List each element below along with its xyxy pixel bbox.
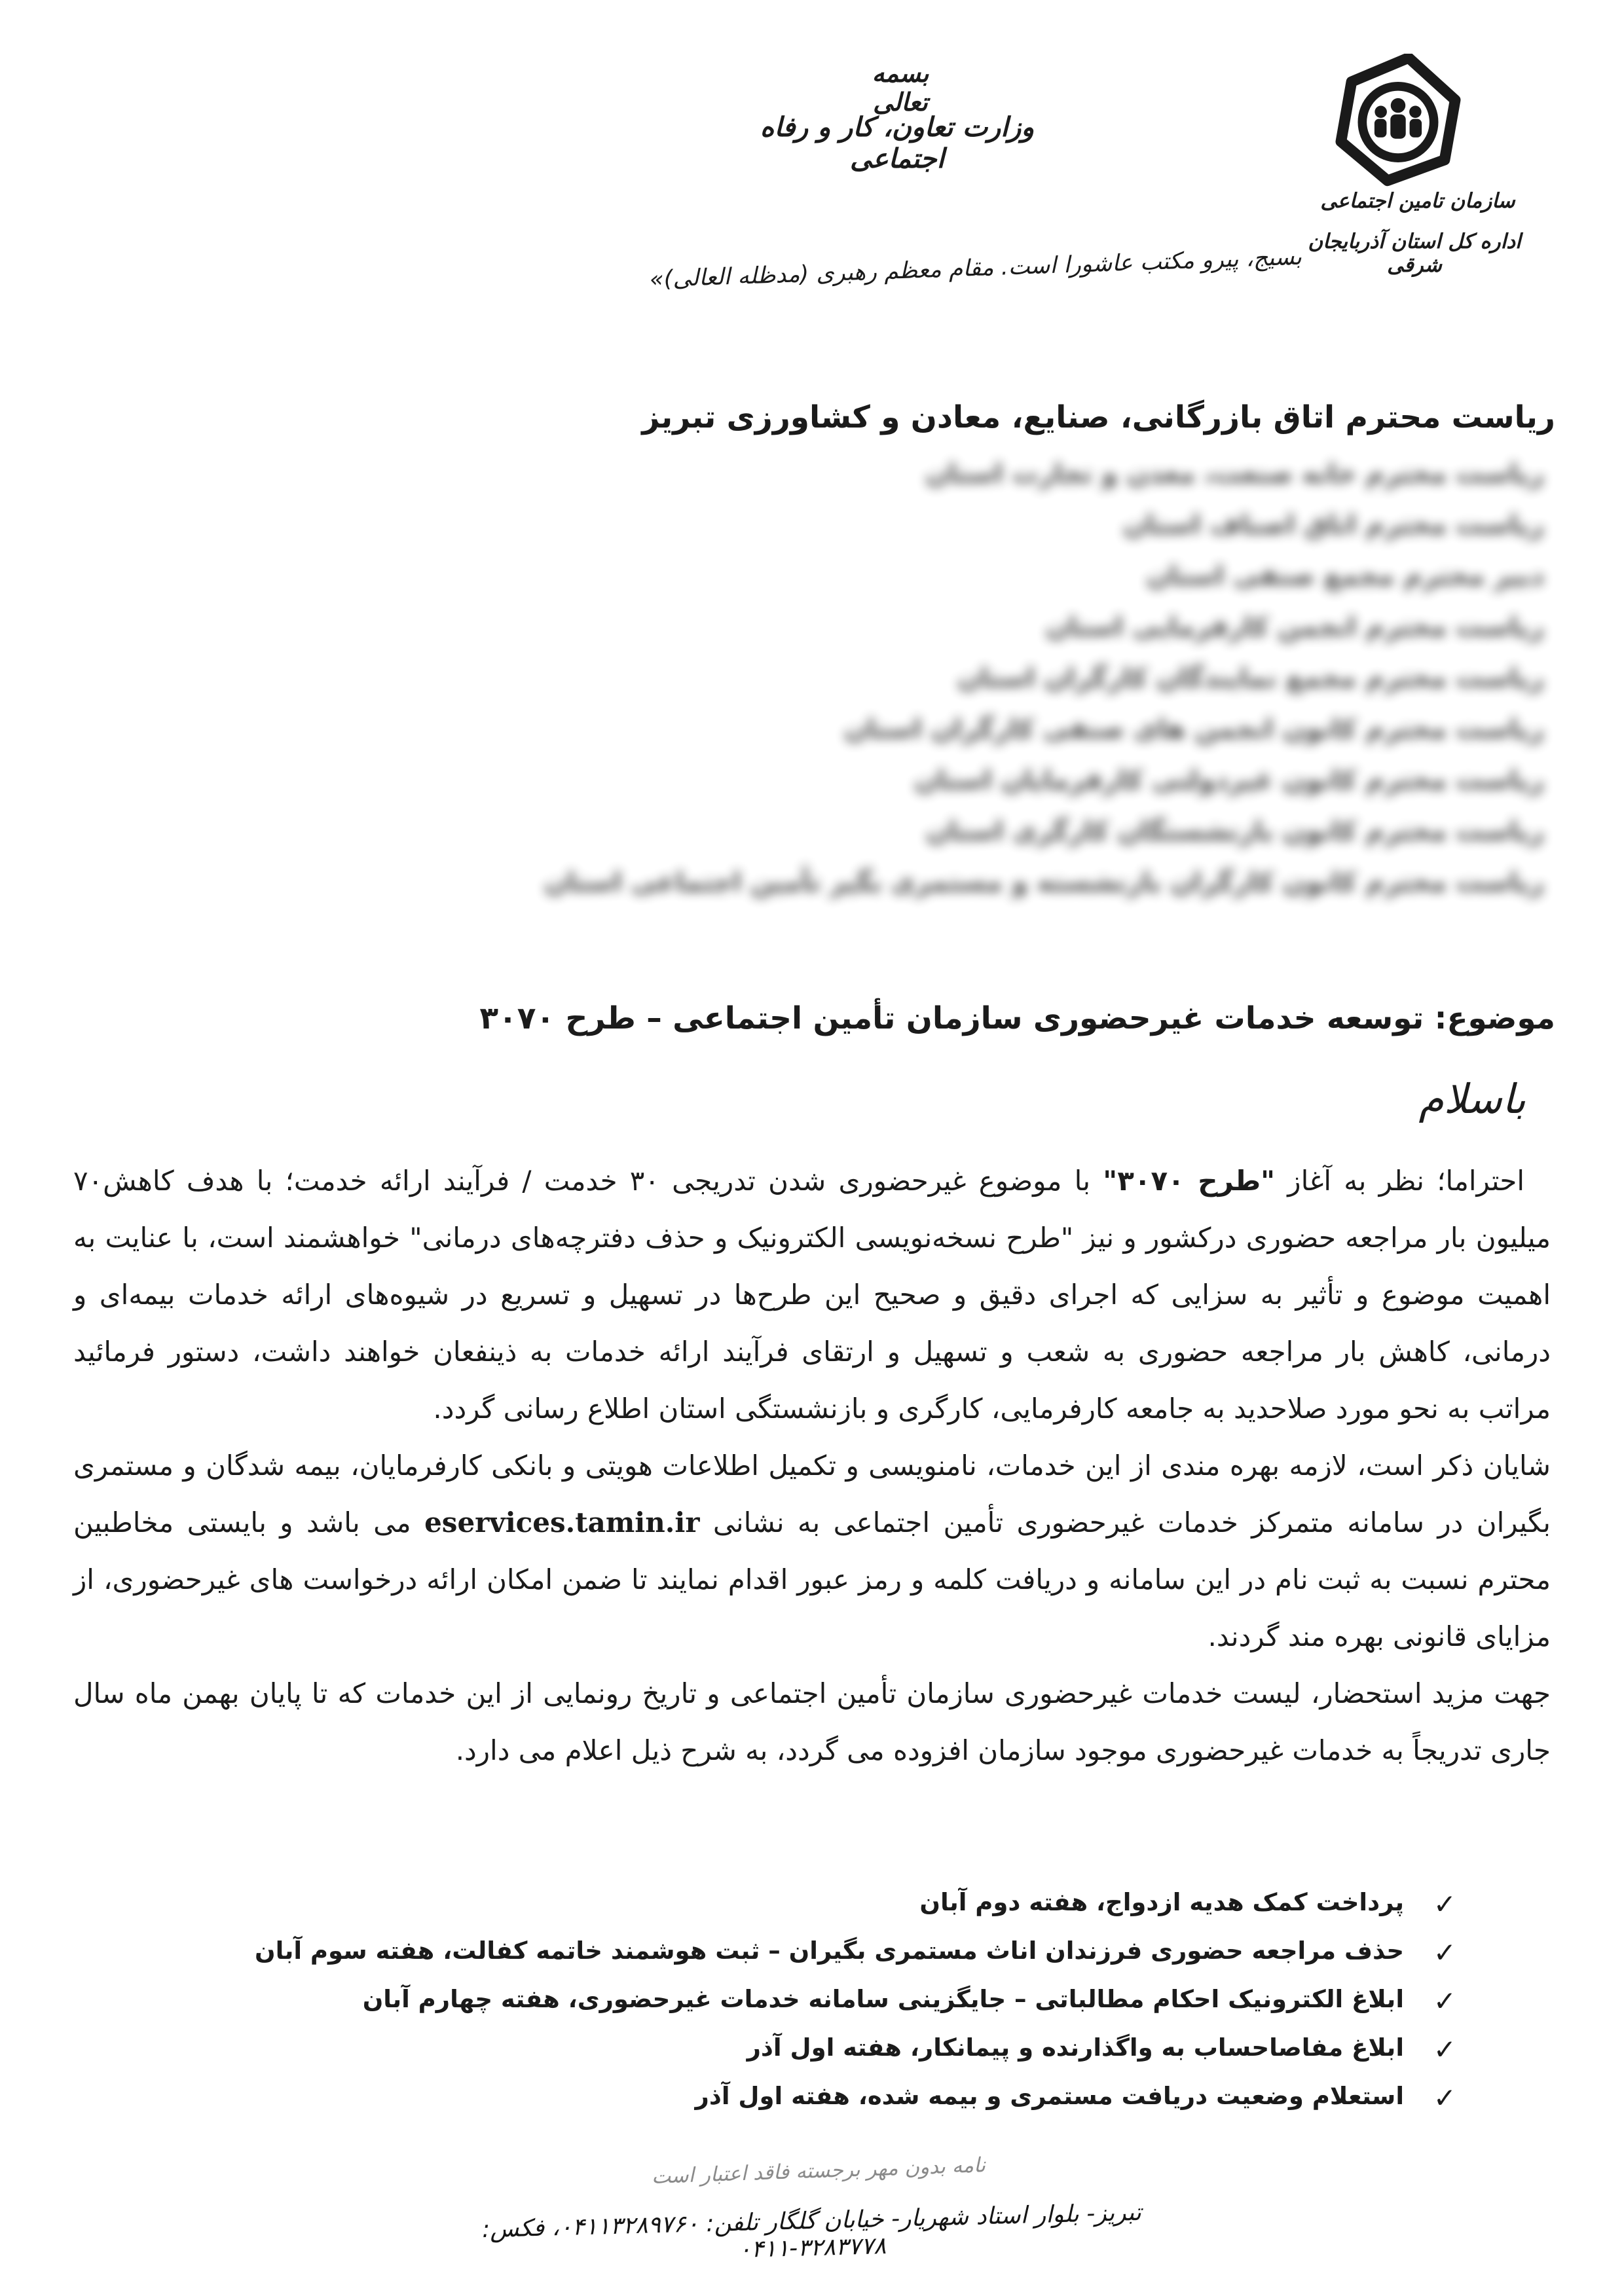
org-name: سازمان تامین اجتماعی — [1320, 189, 1515, 213]
ministry-title: وزارت تعاون، کار و رفاه اجتماعی — [760, 111, 1035, 174]
checklist-item-label: ابلاغ مفاصاحساب به واگذارنده و پیمانکار، هفته اول آذر — [747, 2033, 1404, 2062]
letter-body — [73, 1152, 1551, 1779]
redacted-line: ریاست محترم کانون بازنشستگان کارگری استان — [926, 816, 1544, 847]
plan-3070-bold: "طرح ۳۰۷۰" — [1103, 1165, 1276, 1197]
redacted-line: ریاست محترم کانون انجمن های صنفی کارگران استان — [844, 714, 1544, 744]
bismillah-text: بسمه تعالی — [872, 59, 929, 117]
checklist-item — [255, 1888, 1456, 1937]
checkmark-icon: ✓ — [1433, 2033, 1456, 2066]
header-slogan: بسیج، پیرو مکتب عاشورا است. مقام معظم رهبری (مدظله العالی)» — [649, 244, 1302, 293]
services-checklist — [255, 1888, 1456, 2130]
body-text-segment: احتراما؛ نظر به آغاز — [1275, 1165, 1524, 1197]
checklist-item — [255, 2033, 1456, 2082]
checklist-item-label: پرداخت کمک هدیه ازدواج، هفته دوم آبان — [919, 1888, 1404, 1916]
body-text-segment: جهت مزید استحضار، لیست خدمات غیرحضوری سازمان تأمین اجتماعی و تاریخ رونمایی از این خدمات که تا پایان بهمن ماه سال جاری تدریجاً به خدمات غیرحضوری موجود سازمان افزوده می گردد، به شرح ذیل اعلام می دارد. — [73, 1677, 1551, 1766]
checklist-item — [255, 2082, 1456, 2130]
redacted-line: ریاست محترم کانون کارگران بازنشسته و مستمری بگیر تأمین اجتماعی استان — [544, 867, 1544, 898]
checklist-item-label: ابلاغ الکترونیک احکام مطالباتی – جایگزینی سامانه خدمات غیرحضوری، هفته چهارم آبان — [362, 1985, 1404, 2013]
validity-note: نامه بدون مهر برجسته فاقد اعتبار است — [651, 2153, 986, 2189]
body-paragraph-1 — [73, 1152, 1551, 1437]
body-paragraph-3 — [73, 1665, 1551, 1779]
footer-address: تبریز- بلوار استاد شهریار- خیابان گلگار تلفن: ۰۴۱۱۳۲۸۹۷۶۰، فکس: ۳۲۸۳۷۷۸-۰۴۱۱ — [481, 2198, 1142, 2263]
tamin-logo-icon — [1333, 54, 1464, 188]
checkmark-icon: ✓ — [1433, 2082, 1456, 2114]
checkmark-icon: ✓ — [1433, 1888, 1456, 1920]
redacted-line: ریاست محترم خانه صنعت، معدن و تجارت استان — [925, 459, 1544, 489]
body-text-segment: می باشد و بایستی مخاطبین محترم نسبت به ثبت نام در این سامانه و دریافت کلمه و رمز عبور اقدام نمایند تا ضمن امکان ارائه درخواست های غیرحضوری، از مزایای قانونی بهره مند گردند. — [73, 1506, 1551, 1652]
subject-line: موضوع: توسعه خدمات غیرحضوری سازمان تأمین اجتماعی – طرح ۳۰۷۰ — [479, 1000, 1555, 1036]
redacted-line: ریاست محترم مجمع نمایندگان کارگران استان — [957, 663, 1544, 693]
redacted-line: دبیر محترم مجمع صنفی استان — [1146, 561, 1544, 591]
body-text-segment: با موضوع غیرحضوری شدن تدریجی ۳۰ خدمت / فرآیند ارائه خدمت؛ با هدف کاهش۷۰ میلیون بار مراجعه حضوری درکشور و نیز "طرح نسخه‌نویسی الکترونیک و حذف دفترچه‌های درمانی" خواهشمند است، با عنایت به اهمیت موضوع و تأثیر به سزایی که اجرای دقیق و صحیح این طرح‌ها در تسهیل و تسریع در شیوه‌های ارائه خدمات بیمه‌ای و درمانی، کاهش بار مراجعه حضوری به شعب و تسهیل و ارتقای فرآیند ارائه خدمات به ذینفعان خواهند داشت، دستور فرمائید مراتب به نحو مورد صلاحدید به جامعه کارفرمایی، کارگری و بازنشستگی استان اطلاع رسانی گردد. — [73, 1165, 1551, 1425]
salutation: باسلام — [1418, 1075, 1526, 1123]
redacted-recipient-list — [544, 460, 1544, 919]
body-paragraph-2 — [73, 1437, 1551, 1665]
redacted-line: ریاست محترم کانون غیردولتی کارفرمایان استان — [914, 765, 1544, 795]
eservices-url: eservices.tamin.ir — [424, 1506, 700, 1539]
checkmark-icon: ✓ — [1433, 1937, 1456, 1969]
org-province-office: اداره کل استان آذربایجان شرقی — [1308, 230, 1521, 277]
redacted-line: ریاست محترم اتاق اصناف استان — [1123, 510, 1544, 540]
redacted-line: ریاست محترم انجمن کارفرمایی استان — [1045, 612, 1544, 642]
checklist-item — [255, 1937, 1456, 1985]
checklist-item-label: استعلام وضعیت دریافت مستمری و بیمه شده، هفته اول آذر — [695, 2082, 1404, 2110]
checklist-item — [255, 1985, 1456, 2033]
recipient-main: ریاست محترم اتاق بازرگانی، صنایع، معادن و کشاورزی تبریز — [642, 399, 1555, 435]
checkmark-icon: ✓ — [1433, 1985, 1456, 2017]
body-text-segment: شایان ذکر است، لازمه بهره مندی از این خدمات، نامنویسی و تکمیل اطلاعات هویتی و بانکی کارفرمایان، بیمه شدگان و مستمری بگیران در سامانه متمرکز خدمات غیرحضوری تأمین اجتماعی به نشانی — [73, 1449, 1551, 1539]
checklist-item-label: حذف مراجعه حضوری فرزندان اناث مستمری بگیران – ثبت هوشمند خاتمه کفالت، هفته سوم آبان — [254, 1937, 1404, 1965]
